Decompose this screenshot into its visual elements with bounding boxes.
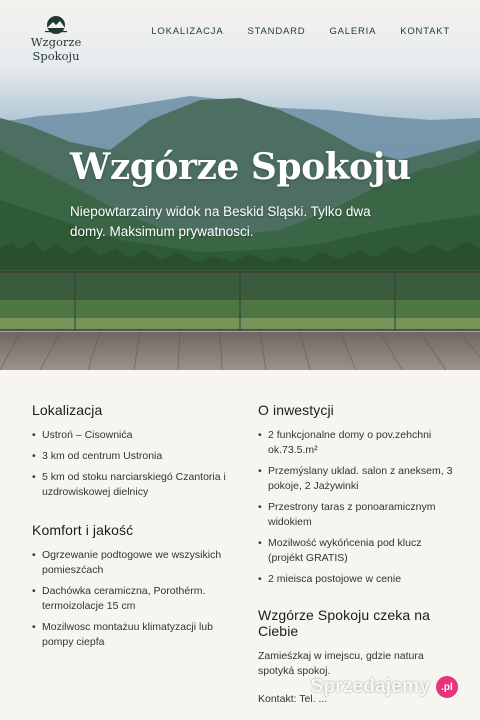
hero-subtitle: Niepowtarzainy widok na Beskid Sląski. Tylko dwa domy. Maksimum prywatnosci. (70, 204, 371, 239)
komfort-list (32, 548, 242, 650)
site-logo[interactable] (30, 14, 82, 62)
list-item: • Mozilwość wykóńcenia pod klucz (projékt GRATIS) (258, 536, 458, 566)
list-item: • 3 km od centrum Ustronia (32, 449, 242, 464)
list-item: • Ustroń – Cisownića (32, 428, 242, 443)
list-item: • Przestrony taras z ponoaramicznym widokiem (258, 500, 458, 530)
mountain-logo-icon (42, 14, 70, 34)
list-item: • 2 mieisca postojowe w cenie (258, 572, 458, 587)
logo-text-line1: Wzgorze (30, 35, 82, 49)
nav-link-kontakt[interactable]: KONTAKT (400, 26, 450, 37)
watermark-text: Sprzedajemy (310, 676, 430, 697)
nav-link-standard[interactable]: STANDARD (247, 26, 306, 37)
left-column (32, 402, 242, 656)
nav-link-lokalizacja[interactable]: LOKALIZACJA (151, 26, 224, 37)
list-item: • Dachówka ceramiczna, Porothérm. termoizolacje 15 cm (32, 584, 242, 614)
list-item: • Mozilwosc montażuu klimatyzacji lub pompy ciepfa (32, 620, 242, 650)
logo-text-line2: Spokoju (32, 49, 80, 63)
top-navigation (0, 0, 480, 70)
hero-title: Wzgórze Spokoju (70, 146, 411, 188)
list-item: • 5 km od stoku narciarskiegó Czantoria i uzdrowiskowej dielnicy (32, 470, 242, 500)
list-item: • Przemýslany uklad. salon z aneksem, 3 pokoje, 2 Jażywinki (258, 464, 458, 494)
main-menu (151, 26, 450, 37)
czeka-text: Zamieśzkaj w imejscu, gdzie natura spotyká spokoj. (258, 650, 424, 677)
lokalizacja-list (32, 428, 242, 500)
inwestycja-list (258, 428, 458, 587)
czeka-heading: Wzgórze Spokoju czeka na Ciebie (258, 607, 431, 639)
right-column (258, 402, 458, 705)
content-section (0, 370, 480, 720)
komfort-heading: Komfort i jakość (32, 522, 134, 538)
list-item: • Ogrzewanie podtogowe we wszysikich pomieszćach (32, 548, 242, 578)
watermark-badge: .pl (436, 676, 458, 698)
nav-link-galeria[interactable]: GALERIA (329, 26, 377, 37)
list-item: • 2 funkcjonalne domy o pov.zehchni ok.73.5.m² (258, 428, 458, 458)
watermark (311, 676, 458, 698)
lokalizacja-heading: Lokalizacja (32, 402, 103, 418)
contact-line[interactable]: Kontakt: Tel. ... (258, 693, 328, 705)
inwestycja-heading: O inwestycji (258, 402, 334, 418)
